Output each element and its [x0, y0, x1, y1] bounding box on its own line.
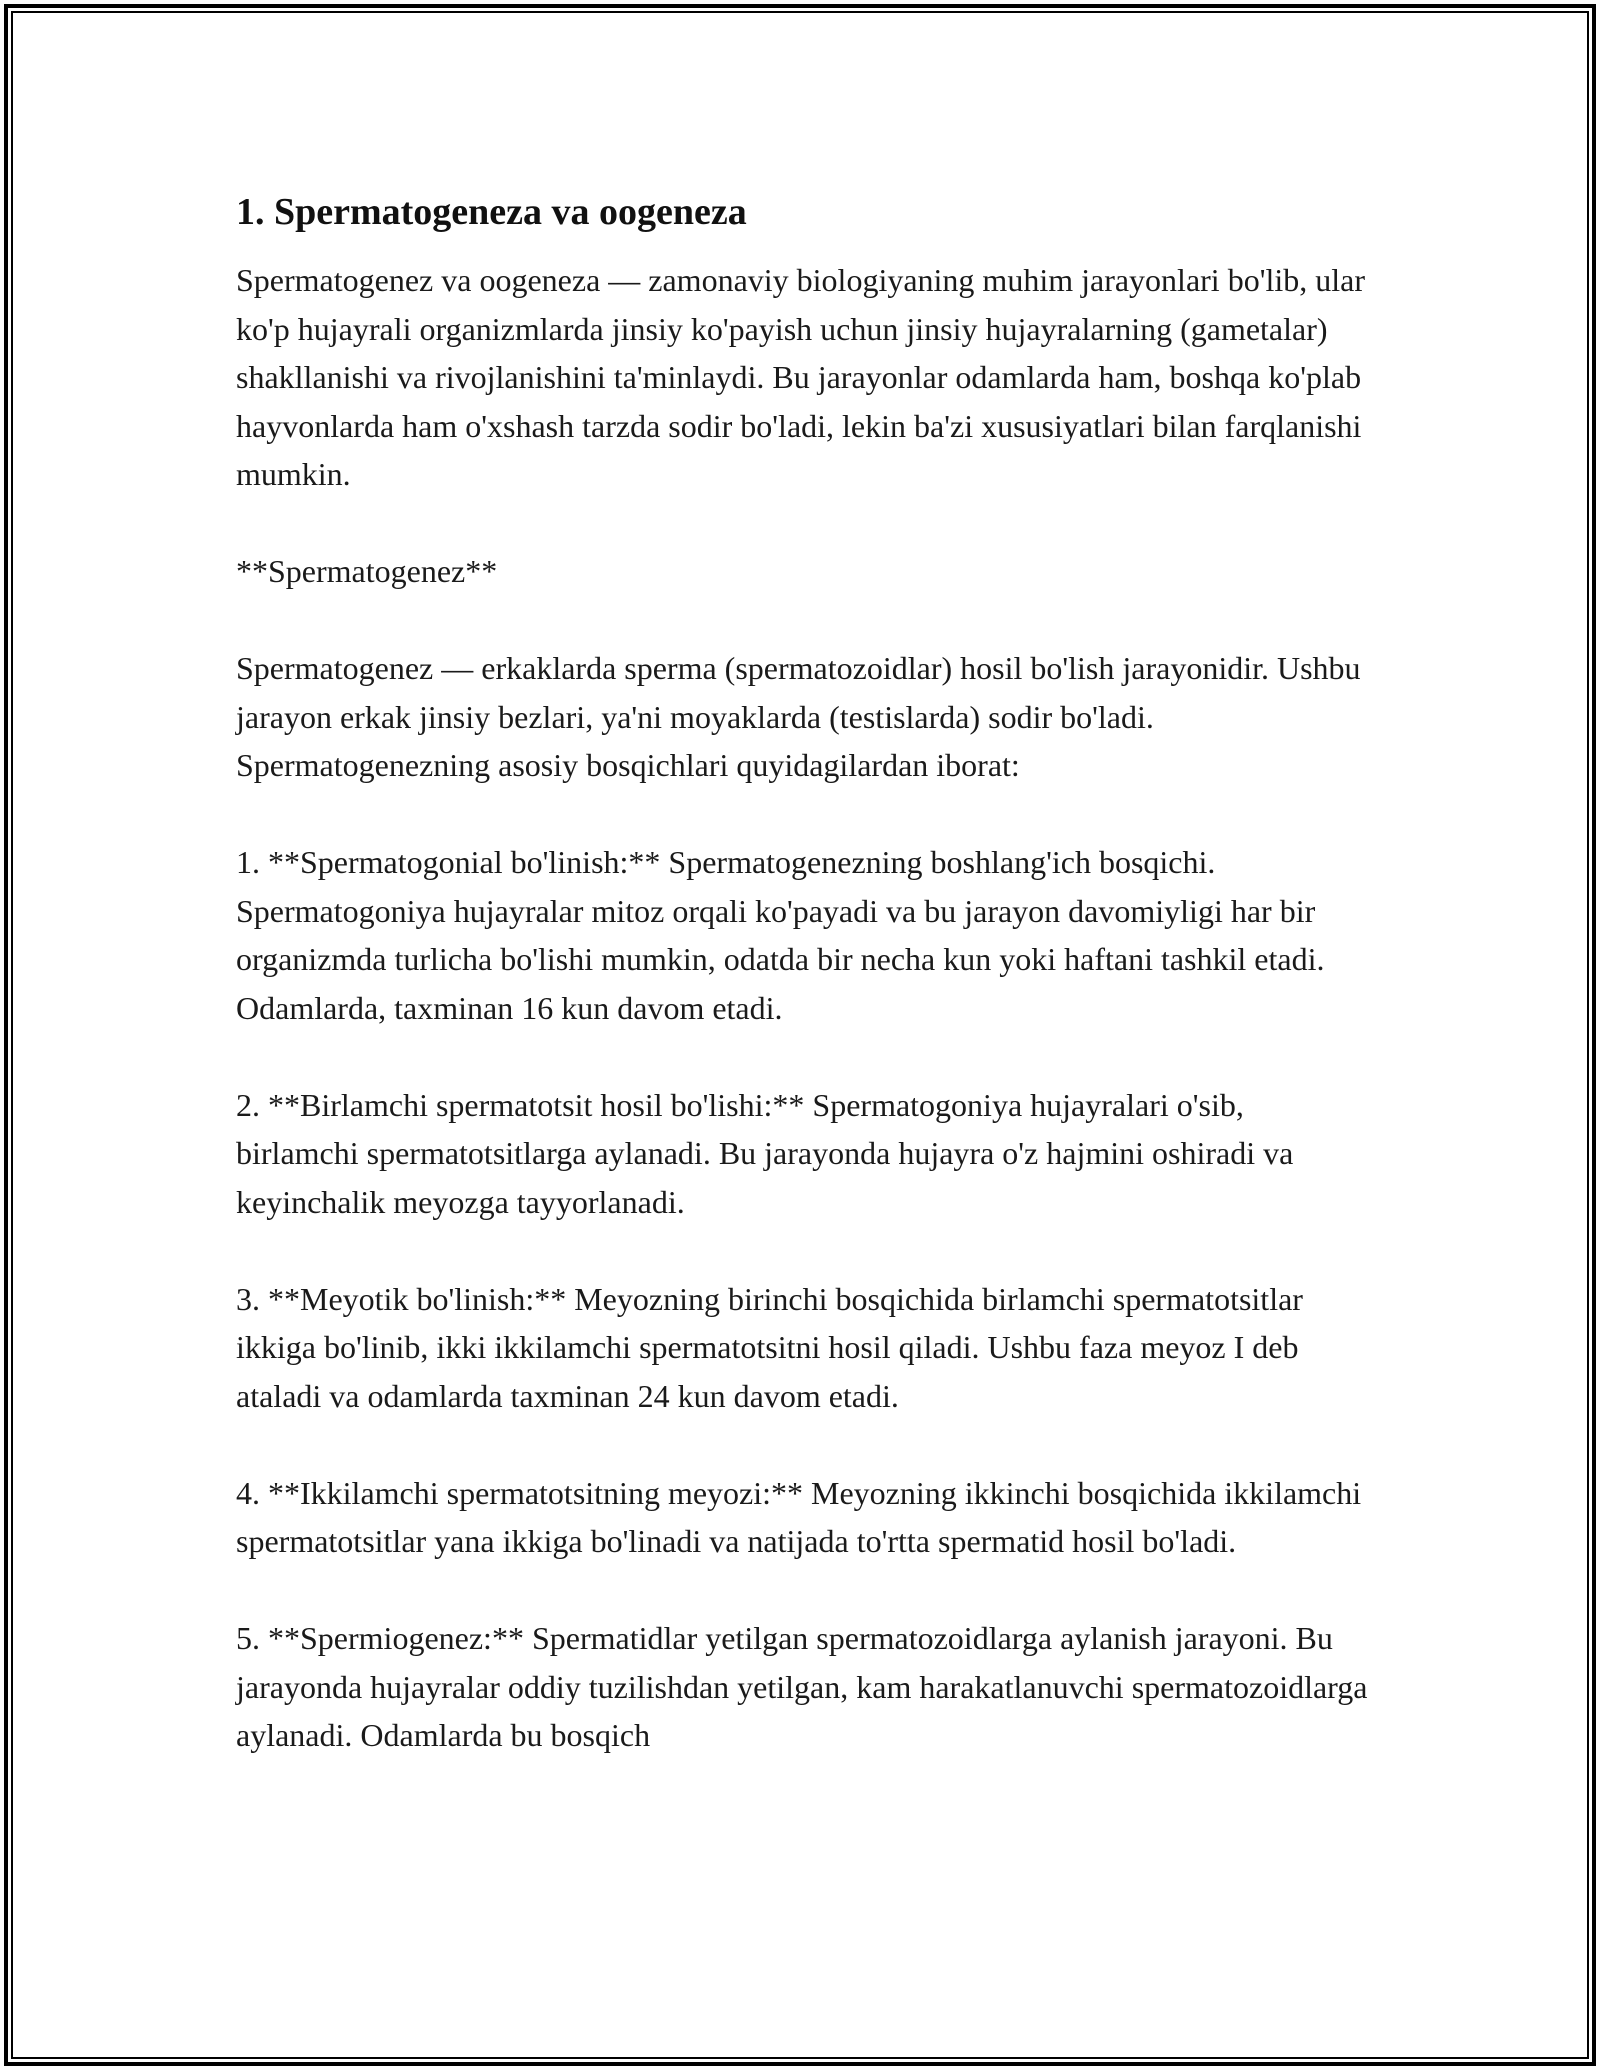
document-title: 1. Spermatogeneza va oogeneza [236, 191, 747, 233]
paragraph-intro: Spermatogenez va oogeneza — zamonaviy biologiyaning muhim jarayonlari bo'lib, ular ko'p hujayrali organizmlarda jinsiy ko'payish uchun jinsiy hujayralarning (gametalar) shakllanishi va rivojlanishini ta'minlaydi. Bu jarayonlar odamlarda ham, boshqa ko'plab hayvonlarda ham o'xshash tarzda sodir bo'ladi, lekin ba'zi xususiyatlari bilan farqlanishi mumkin. [236, 262, 1365, 492]
paragraph-spermatogenez-heading: **Spermatogenez** [236, 553, 498, 589]
paragraph-step-4: 4. **Ikkilamchi spermatotsitning meyozi:** Meyozning ikkinchi bosqichida ikkilamchi spermatotsitlar yana ikkiga bo'linadi va natijada to'rtta spermatid hosil bo'ladi. [236, 1474, 1362, 1559]
paragraph-step-5: 5. **Spermiogenez:** Spermatidlar yetilgan spermatozoidlarga aylanish jarayoni. Bu jarayonda hujayralar oddiy tuzilishdan yetilgan, kam harakatlanuvchi spermatozoidlarga aylanadi. Odamlarda bu bosqich [236, 1620, 1368, 1753]
document-body [236, 188, 1370, 1808]
paragraph-step-1: 1. **Spermatogonial bo'linish:** Spermatogenezning boshlang'ich bosqichi. Spermatogoniya hujayralar mitoz orqali ko'payadi va bu jarayon davomiyligi har bir organizmda turlicha bo'lishi mumkin, odatda bir necha kun yoki haftani tashkil etadi. Odamlarda, taxminan 16 kun davom etadi. [236, 844, 1325, 1026]
paragraph-step-3: 3. **Meyotik bo'linish:** Meyozning birinchi bosqichida birlamchi spermatotsitlar ikkiga bo'linib, ikki ikkilamchi spermatotsitni hosil qiladi. Ushbu faza meyoz I deb ataladi va odamlarda taxminan 24 kun davom etadi. [236, 1280, 1303, 1414]
paragraph-spermatogenez-definition: Spermatogenez — erkaklarda sperma (spermatozoidlar) hosil bo'lish jarayonidir. Ushbu jarayon erkak jinsiy bezlari, ya'ni moyaklarda (testislarda) sodir bo'ladi. Spermatogenezning asosiy bosqichlari quyidagilardan iborat: [236, 650, 1361, 783]
paragraph-step-2: 2. **Birlamchi spermatotsit hosil bo'lishi:** Spermatogoniya hujayralari o'sib, birlamchi spermatotsitlarga aylanadi. Bu jarayonda hujayra o'z hajmini oshiradi va keyinchalik meyozga tayyorlanadi. [236, 1086, 1294, 1220]
